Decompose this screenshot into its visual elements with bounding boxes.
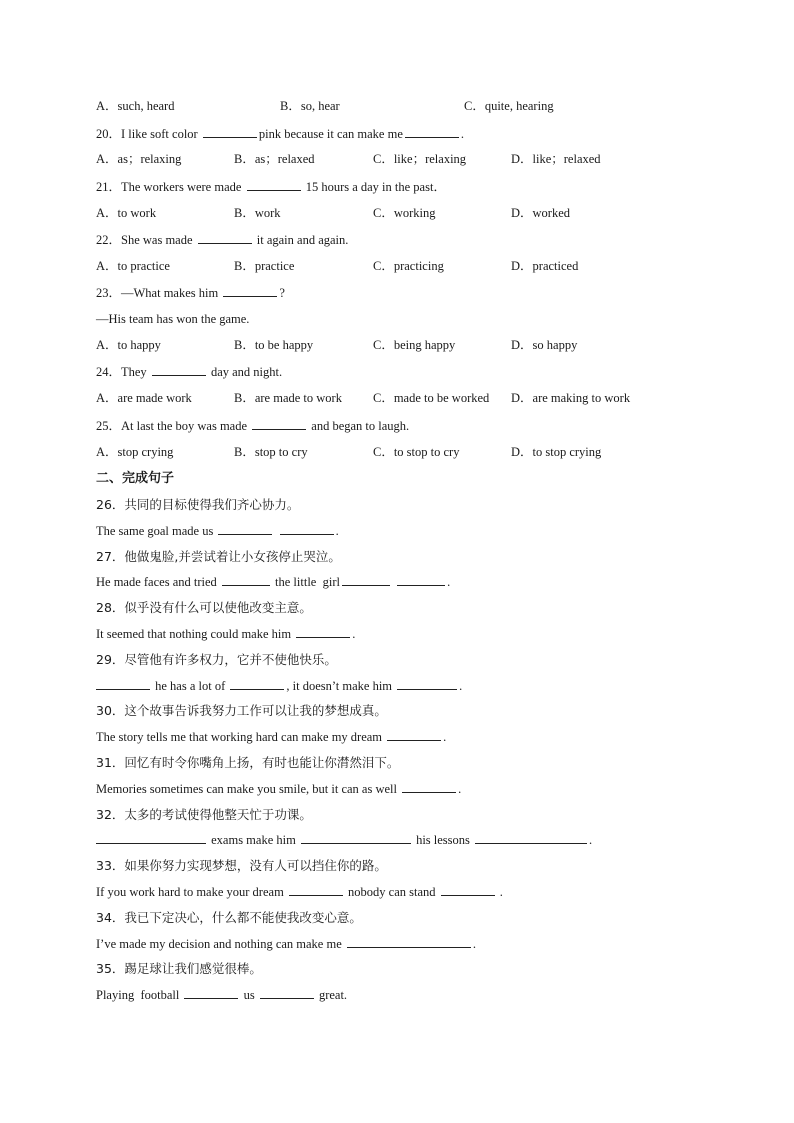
blank[interactable] [152,362,206,376]
worksheet [96,95,716,1010]
blank[interactable] [96,830,206,844]
q19-option-b[interactable]: B．so, hear [280,99,340,113]
s32-chinese: 32．太多的考试使得他整天忙于功课。 [96,806,312,822]
q25-option-c[interactable]: C．to stop to cry [373,444,460,459]
q23-answer: —His team has won the game. [96,312,250,327]
q23-stem: 23．—What makes him ? [96,282,716,308]
q25-options [96,441,716,469]
q23-option-a[interactable]: A．to happy [96,337,161,352]
blank[interactable] [96,676,150,690]
q21-option-b[interactable]: B．work [234,205,281,220]
s32-english: exams make him his lessons . [96,829,716,855]
blank[interactable] [230,676,284,690]
blank[interactable] [260,985,314,999]
s35-english: Playing football us great. [96,984,716,1010]
blank[interactable] [222,572,270,586]
q23-option-c[interactable]: C．being happy [373,337,456,352]
blank[interactable] [280,521,334,535]
q22-options [96,255,716,283]
q23-option-b[interactable]: B．to be happy [234,337,314,352]
blank[interactable] [397,676,457,690]
s30-chinese: 30．这个故事告诉我努力工作可以让我的梦想成真。 [96,703,387,719]
s35-chinese: 35．踢足球让我们感觉很棒。 [96,961,262,977]
blank[interactable] [301,830,411,844]
blank[interactable] [402,779,456,793]
s27-chinese: 27．他做鬼脸,并尝试着让小女孩停止哭泣。 [96,548,341,564]
q19-option-c[interactable]: C．quite, hearing [464,99,554,113]
q19-options [96,95,716,123]
q20-option-d[interactable]: D．like；relaxed [511,152,601,167]
q24-option-a[interactable]: A．are made work [96,391,192,406]
q22-option-b[interactable]: B．practice [234,258,295,273]
blank[interactable] [218,521,272,535]
q19-option-a[interactable]: A．such, heard [96,99,175,113]
q25-option-d[interactable]: D．to stop crying [511,444,602,459]
blank[interactable] [252,416,306,430]
q21-option-c[interactable]: C．working [373,205,436,220]
blank[interactable] [475,830,587,844]
q21-option-a[interactable]: A．to work [96,205,157,220]
blank[interactable] [441,882,495,896]
blank[interactable] [397,572,445,586]
q20-option-c[interactable]: C．like；relaxing [373,152,467,167]
blank[interactable] [347,934,471,948]
blank[interactable] [198,230,252,244]
s28-english: It seemed that nothing could make him . [96,623,716,649]
q20-stem: 20．I like soft color pink because it can make me . [96,123,716,149]
q23-options [96,334,716,362]
q25-option-a[interactable]: A．stop crying [96,444,174,459]
blank[interactable] [247,177,301,191]
blank[interactable] [342,572,390,586]
q22-stem: 22．She was made it again and again. [96,229,716,255]
q21-stem: 21．The workers were made 15 hours a day in the past． [96,176,716,202]
section-title: 二、完成句子 [96,471,175,487]
q21-options [96,202,716,230]
s30-english: The story tells me that working hard can make my dream . [96,726,716,752]
q21-option-d[interactable]: D．worked [511,205,571,220]
q22-option-d[interactable]: D．practiced [511,258,579,273]
blank[interactable] [296,624,350,638]
q22-option-a[interactable]: A．to practice [96,258,170,273]
q25-option-b[interactable]: B．stop to cry [234,444,308,459]
s26-chinese: 26．共同的目标使得我们齐心协力。 [96,497,300,513]
blank[interactable] [387,727,441,741]
blank[interactable] [405,124,459,138]
q24-option-c[interactable]: C．made to be worked [373,391,490,406]
q25-stem: 25．At last the boy was made and began to laugh. [96,415,716,441]
blank[interactable] [184,985,238,999]
blank[interactable] [203,124,257,138]
s33-english: If you work hard to make your dream nobody can stand . [96,881,716,907]
q24-stem: 24．They day and night. [96,361,716,387]
q24-option-d[interactable]: D．are making to work [511,391,631,406]
s34-chinese: 34．我已下定决心，什么都不能使我改变心意。 [96,909,362,925]
s34-english: I’ve made my decision and nothing can make me . [96,933,716,959]
q24-option-b[interactable]: B．are made to work [234,391,342,406]
q20-option-b[interactable]: B．as；relaxed [234,152,315,167]
s33-chinese: 33．如果你努力实现梦想，没有人可以挡住你的路。 [96,858,387,874]
q24-options [96,387,716,415]
s31-chinese: 31．回忆有时令你嘴角上扬，有时也能让你潸然泪下。 [96,755,400,771]
s29-english: he has a lot of , it doesn’t make him . [96,675,716,701]
s28-chinese: 28．似乎没有什么可以使他改变主意。 [96,600,312,616]
s26-english: The same goal made us . [96,520,716,546]
blank[interactable] [223,283,277,297]
q20-option-a[interactable]: A．as；relaxing [96,152,182,167]
q20-options [96,148,716,176]
s31-english: Memories sometimes can make you smile, but it can as well . [96,778,716,804]
q22-option-c[interactable]: C．practicing [373,258,444,273]
blank[interactable] [289,882,343,896]
s27-english: He made faces and tried the little girl . [96,571,716,597]
s29-chinese: 29．尽管他有许多权力，它并不使他快乐。 [96,651,337,667]
q23-option-d[interactable]: D．so happy [511,337,578,352]
